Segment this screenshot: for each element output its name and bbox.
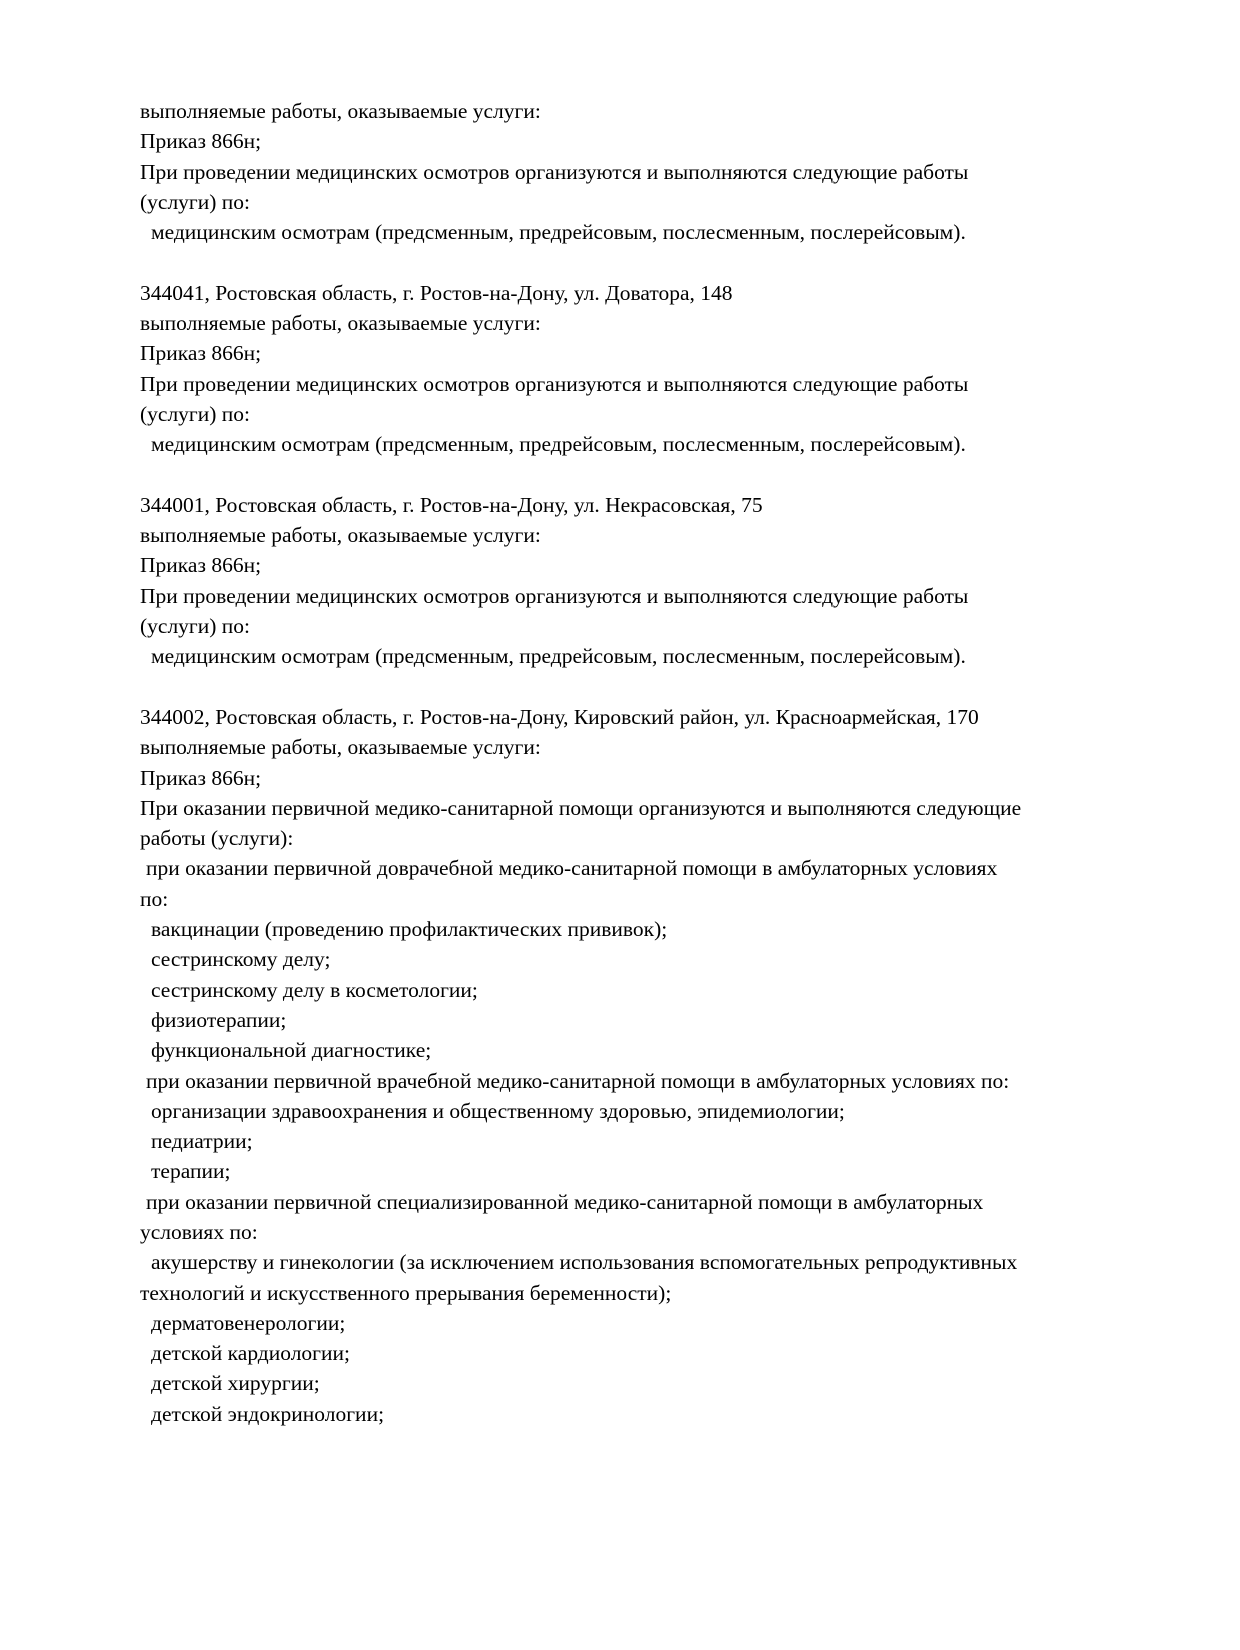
license-entry-dovatora-148 xyxy=(140,278,1125,460)
text-line: работы (услуги): xyxy=(140,826,294,851)
license-text-content xyxy=(140,96,1125,1429)
text-line: по: xyxy=(140,886,169,911)
text-line: Приказ 866н; xyxy=(140,765,262,790)
text-line: акушерству и гинекологии (за исключением использования вспомогательных репродуктивных xyxy=(151,1250,1018,1275)
text-line: выполняемые работы, оказываемые услуги: xyxy=(140,735,541,760)
text-line: терапии; xyxy=(151,1159,231,1184)
text-line: организации здравоохранения и общественному здоровью, эпидемиологии; xyxy=(151,1098,845,1123)
text-line: при оказании первичной доврачебной медико-санитарной помощи в амбулаторных условиях xyxy=(146,856,998,881)
license-entry-krasnoarmeyskaya-170 xyxy=(140,702,1125,1429)
text-line: медицинским осмотрам (предсменным, предрейсовым, послесменным, послерейсовым). xyxy=(151,432,966,457)
text-line: выполняемые работы, оказываемые услуги: xyxy=(140,311,541,336)
text-line: медицинским осмотрам (предсменным, предрейсовым, послесменным, послерейсовым). xyxy=(151,644,966,669)
text-line: сестринскому делу; xyxy=(151,947,331,972)
license-entry-nekrasovskaya-75 xyxy=(140,490,1125,672)
text-line: условиях по: xyxy=(140,1219,258,1244)
text-line: детской кардиологии; xyxy=(151,1341,350,1366)
text-line: вакцинации (проведению профилактических прививок); xyxy=(151,917,668,942)
text-line: физиотерапии; xyxy=(151,1007,287,1032)
text-line: При проведении медицинских осмотров организуются и выполняются следующие работы xyxy=(140,371,969,396)
text-line: 344001, Ростовская область, г. Ростов-на-Дону, ул. Некрасовская, 75 xyxy=(140,492,763,517)
text-line: технологий и искусственного прерывания беременности); xyxy=(140,1280,672,1305)
text-line: функциональной диагностике; xyxy=(151,1038,432,1063)
text-line: Приказ 866н; xyxy=(140,341,262,366)
text-line: при оказании первичной специализированной медико-санитарной помощи в амбулаторных xyxy=(146,1189,984,1214)
text-line: Приказ 866н; xyxy=(140,553,262,578)
text-line: дерматовенерологии; xyxy=(151,1310,346,1335)
text-line: При оказании первичной медико-санитарной помощи организуются и выполняются следующие xyxy=(140,795,1022,820)
text-line: медицинским осмотрам (предсменным, предрейсовым, послесменным, послерейсовым). xyxy=(151,220,966,245)
text-line: (услуги) по: xyxy=(140,401,251,426)
text-line: 344041, Ростовская область, г. Ростов-на-Дону, ул. Доватора, 148 xyxy=(140,280,733,305)
text-line: сестринскому делу в косметологии; xyxy=(151,977,478,1002)
text-line: при оказании первичной врачебной медико-санитарной помощи в амбулаторных условиях по: xyxy=(146,1068,1010,1093)
text-line: выполняемые работы, оказываемые услуги: xyxy=(140,523,541,548)
text-line: При проведении медицинских осмотров организуются и выполняются следующие работы xyxy=(140,583,969,608)
text-line: (услуги) по: xyxy=(140,189,251,214)
text-line: педиатрии; xyxy=(151,1129,253,1154)
text-line: 344002, Ростовская область, г. Ростов-на-Дону, Кировский район, ул. Красноармейская, 170 xyxy=(140,704,979,729)
text-line: Приказ 866н; xyxy=(140,129,262,154)
text-line: детской хирургии; xyxy=(151,1371,320,1396)
text-line: детской эндокринологии; xyxy=(151,1401,385,1426)
text-line: При проведении медицинских осмотров организуются и выполняются следующие работы xyxy=(140,159,969,184)
text-line: (услуги) по: xyxy=(140,614,251,639)
license-entry-continuation xyxy=(140,96,1125,247)
text-line: выполняемые работы, оказываемые услуги: xyxy=(140,99,541,123)
